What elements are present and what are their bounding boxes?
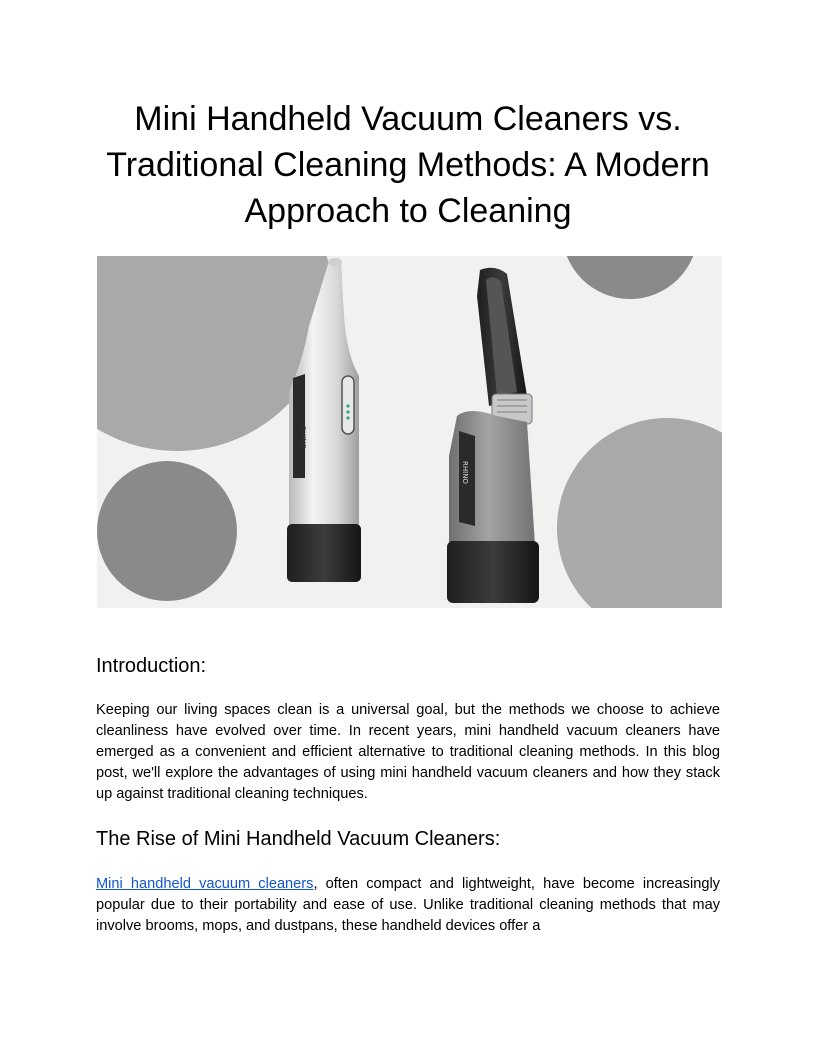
bg-circle-top-right [562, 256, 698, 299]
bg-circle-bottom-right [557, 418, 722, 608]
section-heading-rise: The Rise of Mini Handheld Vacuum Cleaners: [96, 828, 501, 850]
page-title: Mini Handheld Vacuum Cleaners vs. Traditional Cleaning Methods: A Modern Approach to Cleaning [106, 100, 710, 230]
section-paragraph-introduction: Keeping our living spaces clean is a universal goal, but the methods we choose to achieve cleanliness have evolved over time. In recent years, mini handheld vacuum cleaners have emerged as a convenient and efficient alternative to traditional cleaning methods. In this blog post, we'll explore the advantages of using mini handheld vacuum cleaners and how they stack up against traditional cleaning techniques. [96, 702, 720, 802]
hero-image [97, 256, 722, 608]
section-heading-introduction: Introduction: [96, 655, 207, 677]
rise-paragraph-text: , often compact and lightweight, have become increasingly popular due to their portability and ease of use. Unlike traditional cleaning methods that may involve brooms, mops, and dustpans, these handheld devices offer a [96, 876, 720, 934]
mini-vacuum-link[interactable]: Mini handheld vacuum cleaners [96, 876, 314, 892]
vacuum-grey-icon [447, 268, 539, 603]
section-paragraph-rise [96, 874, 720, 937]
hero-illustration [97, 256, 722, 608]
svg-text:RHINO: RHINO [299, 426, 307, 449]
svg-text:RHINO: RHINO [461, 461, 469, 484]
bg-circle-bottom-left [97, 461, 237, 601]
